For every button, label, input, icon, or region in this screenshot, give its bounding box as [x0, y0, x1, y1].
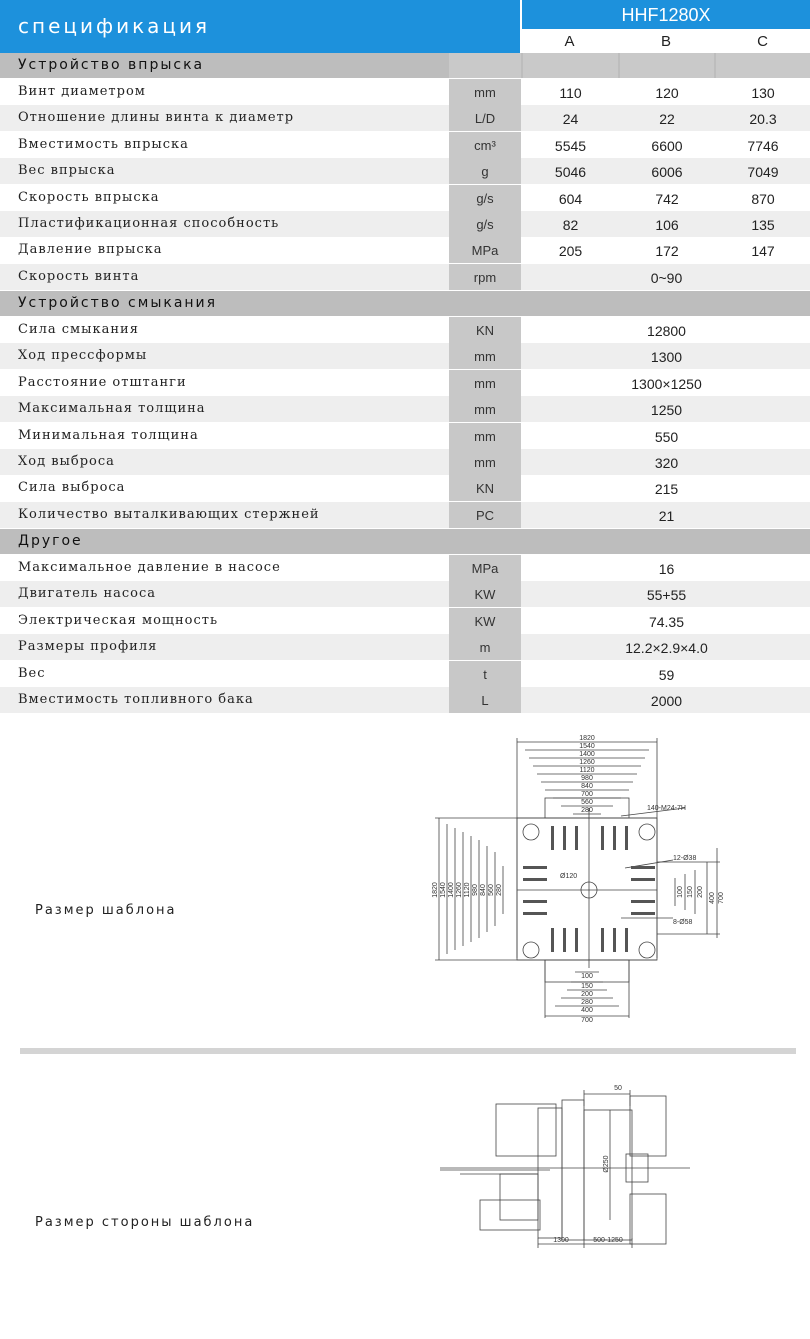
spec-row [0, 687, 810, 713]
svg-text:1300: 1300 [553, 1237, 569, 1244]
spec-label: Вместимость впрыска [18, 136, 189, 152]
spec-row [0, 555, 810, 581]
spec-row [0, 449, 810, 475]
svg-text:560: 560 [581, 799, 593, 806]
spec-value-c: 870 [751, 190, 775, 207]
spec-row [0, 185, 810, 211]
svg-text:50: 50 [614, 1085, 622, 1092]
spec-value-c: 7746 [747, 137, 779, 154]
template-drawing [425, 728, 725, 1028]
spec-label: Размеры профиля [18, 639, 158, 655]
spec-row [0, 79, 810, 105]
svg-text:12-Ø38: 12-Ø38 [673, 855, 697, 862]
svg-text:280: 280 [581, 807, 593, 814]
spec-unit: mm [449, 370, 521, 396]
spec-row [0, 158, 810, 184]
svg-text:150: 150 [581, 983, 593, 990]
svg-text:1120: 1120 [464, 882, 471, 898]
spec-value-b: 6006 [651, 164, 683, 181]
spec-row [0, 370, 810, 396]
svg-text:1400: 1400 [448, 882, 455, 898]
svg-text:400: 400 [581, 1007, 593, 1014]
side-drawing [440, 1070, 690, 1250]
spec-row [0, 634, 810, 660]
spec-value-a: 5046 [554, 164, 587, 181]
page-title: спецификация [0, 0, 520, 53]
spec-value-b: 6600 [651, 137, 683, 154]
spec-row [0, 237, 810, 263]
spec-unit: g/s [449, 211, 521, 237]
spec-value-value: 1300×1250 [631, 375, 702, 392]
svg-text:100: 100 [677, 886, 684, 898]
spec-unit: L [449, 687, 521, 713]
spec-value-value: 320 [654, 455, 679, 471]
spec-label: Расстояние отштанги [18, 374, 187, 390]
spec-unit: L/D [449, 105, 521, 131]
svg-text:1540: 1540 [579, 743, 595, 750]
spec-label: Сила выброса [18, 480, 126, 496]
spec-unit: g/s [449, 185, 521, 211]
spec-unit: mm [449, 79, 521, 105]
spec-row [0, 502, 810, 528]
svg-text:1820: 1820 [432, 882, 439, 898]
spec-label: Ход прессформы [18, 348, 148, 364]
svg-text:1820: 1820 [579, 735, 595, 742]
spec-value-a: 82 [562, 217, 579, 233]
spec-unit: mm [449, 423, 521, 449]
spec-unit: KW [449, 581, 521, 607]
spec-unit: KN [449, 317, 521, 343]
spec-value-value: 2000 [650, 693, 683, 709]
spec-label: Ход выброса [18, 454, 115, 469]
spec-value-b: 106 [655, 217, 679, 233]
spec-unit: MPa [449, 555, 521, 581]
spec-unit: m [449, 634, 521, 660]
spec-value-c: 7049 [747, 164, 779, 181]
spec-value-a: 110 [559, 85, 582, 101]
spec-row [0, 475, 810, 501]
spec-value-value: 1300 [650, 349, 683, 366]
svg-text:700: 700 [718, 892, 725, 904]
spec-value-value: 74.35 [648, 613, 685, 630]
svg-text:280: 280 [496, 884, 503, 896]
spec-value-b: 172 [655, 243, 679, 260]
spec-label: Вес [18, 665, 46, 681]
section-title: Устройство впрыска [18, 57, 205, 73]
spec-value-a: 24 [562, 111, 579, 128]
spec-unit: KW [449, 608, 521, 634]
svg-text:1400: 1400 [579, 751, 595, 758]
column-header-a: A [522, 30, 617, 54]
spec-row [0, 317, 810, 343]
svg-text:840: 840 [480, 884, 487, 896]
svg-text:400: 400 [709, 892, 716, 904]
spec-value-value: 59 [658, 666, 675, 683]
spec-unit: g [449, 158, 521, 184]
spec-value-value: 12.2×2.9×4.0 [625, 640, 708, 657]
spec-label: Отношение длины винта к диаметр [18, 110, 295, 126]
spec-row [0, 661, 810, 687]
spec-value-value: 12800 [647, 323, 686, 339]
svg-text:1260: 1260 [456, 882, 463, 898]
section-injection [0, 53, 810, 78]
spec-unit: cm³ [449, 132, 521, 158]
spec-value-a: 205 [558, 243, 583, 260]
spec-value-c: 135 [751, 217, 775, 233]
spec-row [0, 343, 810, 369]
spec-value-value: 16 [658, 561, 675, 577]
spec-unit: rpm [449, 264, 521, 290]
spec-unit: mm [449, 396, 521, 422]
svg-text:1260: 1260 [579, 759, 595, 766]
spec-label: Электрическая мощность [18, 612, 219, 628]
spec-label: Двигатель насоса [18, 586, 157, 602]
spec-value-c: 130 [751, 85, 775, 101]
svg-text:280: 280 [581, 999, 593, 1006]
spec-header [0, 0, 810, 53]
spec-label: Пластификационная способность [18, 216, 280, 231]
spec-value-a: 604 [558, 190, 583, 207]
section-title: Другое [18, 533, 83, 549]
spec-row [0, 581, 810, 607]
svg-text:560: 560 [488, 884, 495, 896]
svg-text:1120: 1120 [579, 767, 595, 774]
svg-text:8-Ø58: 8-Ø58 [673, 919, 693, 926]
spec-unit: mm [449, 343, 521, 369]
column-header-c: C [715, 30, 810, 54]
spec-label: Давление впрыска [18, 242, 163, 258]
spec-value-b: 742 [655, 190, 679, 207]
svg-text:140-M24-7H: 140-M24-7H [647, 805, 686, 812]
spec-value-value: 55+55 [646, 587, 687, 604]
spec-unit: MPa [449, 237, 521, 263]
spec-value-c: 20.3 [749, 111, 777, 128]
spec-value-b: 22 [659, 111, 675, 128]
spec-label: Максимальное давление в насосе [18, 560, 281, 575]
spec-label: Минимальная толщина [18, 427, 199, 443]
svg-text:840: 840 [581, 783, 593, 790]
spec-label: Скорость впрыска [18, 189, 160, 205]
spec-value-value: 1250 [650, 402, 683, 419]
section-clamping [0, 291, 810, 316]
spec-label: Сила смыкания [18, 322, 139, 337]
section-title: Устройство смыкания [18, 295, 218, 311]
spec-label: Винт диаметром [18, 84, 146, 99]
spec-value-value: 215 [654, 481, 679, 498]
svg-text:700: 700 [581, 1017, 593, 1024]
section-separator [20, 1048, 796, 1054]
spec-unit: t [449, 661, 521, 687]
spec-row [0, 211, 810, 237]
svg-text:Ø120: Ø120 [560, 873, 578, 880]
spec-unit: KN [449, 475, 521, 501]
spec-unit: mm [449, 449, 521, 475]
svg-text:100: 100 [581, 973, 593, 980]
svg-text:Ø250: Ø250 [603, 1155, 610, 1173]
svg-text:150: 150 [687, 886, 694, 898]
spec-label: Вместимость топливного бака [18, 692, 254, 707]
spec-value-value: 0~90 [650, 269, 683, 286]
spec-row [0, 132, 810, 158]
spec-label: Максимальная толщина [18, 401, 206, 417]
spec-label: Вес впрыска [18, 163, 116, 179]
template-size-label: Размер шаблона [35, 903, 177, 918]
model-name: HHF1280X [522, 0, 810, 29]
section-other [0, 529, 810, 554]
svg-text:700: 700 [581, 791, 593, 798]
spec-label: Количество выталкивающих стержней [18, 506, 320, 522]
spec-row [0, 264, 810, 290]
spec-value-value: 21 [658, 507, 675, 524]
spec-row [0, 396, 810, 422]
spec-label: Скорость винта [18, 268, 140, 284]
spec-row [0, 608, 810, 634]
svg-text:500-1250: 500-1250 [593, 1237, 623, 1244]
svg-text:980: 980 [581, 775, 593, 782]
spec-unit: PC [449, 502, 521, 528]
spec-value-value: 550 [654, 428, 679, 445]
side-size-label: Размер стороны шаблона [35, 1215, 255, 1230]
column-header-b: B [618, 30, 714, 54]
svg-text:200: 200 [581, 991, 593, 998]
svg-text:200: 200 [697, 886, 704, 898]
spec-row [0, 105, 810, 131]
spec-value-a: 5545 [554, 137, 587, 154]
spec-value-b: 120 [655, 85, 679, 101]
spec-row [0, 423, 810, 449]
svg-text:980: 980 [472, 884, 479, 896]
spec-value-c: 147 [751, 243, 775, 260]
svg-text:1540: 1540 [440, 882, 447, 898]
